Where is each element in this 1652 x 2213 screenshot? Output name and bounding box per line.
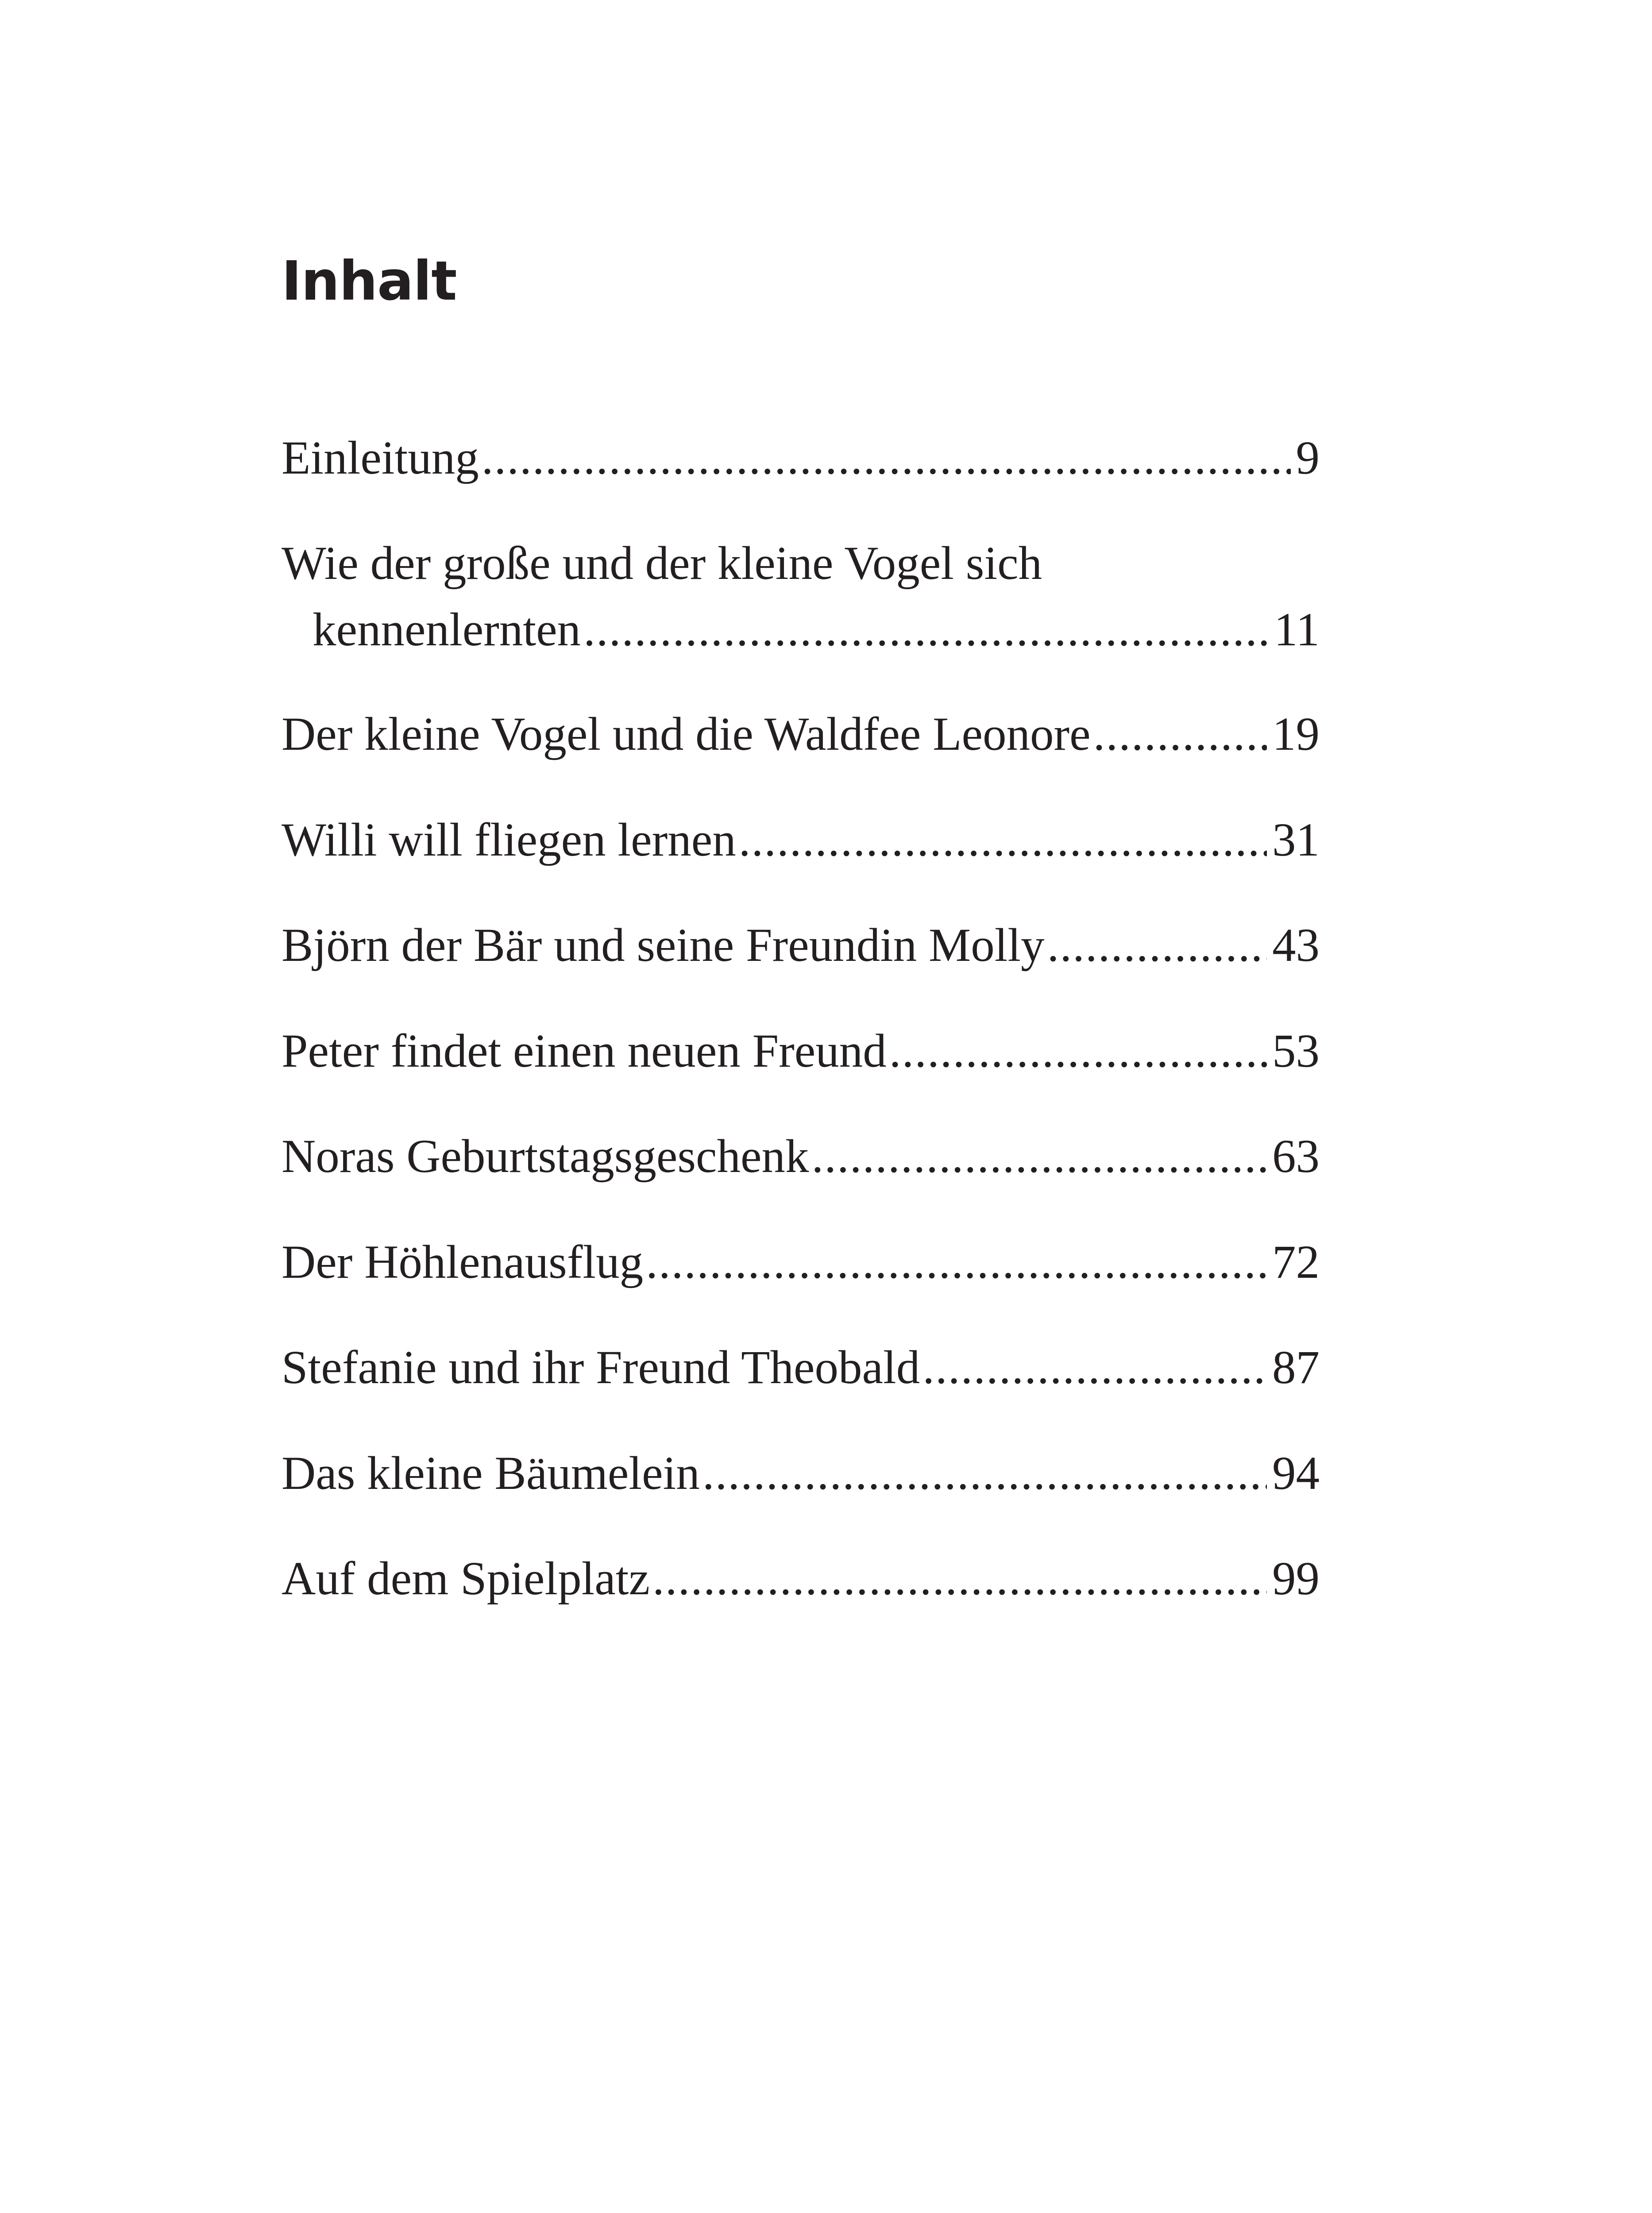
dot-leader: [583, 597, 1269, 663]
toc-entry-page: 63: [1272, 1130, 1320, 1183]
toc-entry-nora: [282, 1123, 1320, 1190]
dot-leader: [1093, 701, 1267, 767]
toc-entry-baeumelein: [282, 1440, 1320, 1507]
toc-entry-title: Björn der Bär und seine Freundin Molly: [282, 919, 1045, 972]
toc-entry-title: Willi will fliegen lernen: [282, 814, 736, 866]
toc-entry-title: Peter findet einen neuen Freund: [282, 1025, 887, 1077]
dot-leader: [889, 1018, 1267, 1084]
toc-entry-page: 72: [1272, 1236, 1320, 1288]
dot-leader: [646, 1229, 1267, 1295]
toc-entry-title: Der kleine Vogel und die Waldfee Leonore: [282, 708, 1091, 760]
toc-entry-page: 11: [1274, 604, 1320, 656]
dot-leader: [1047, 912, 1267, 979]
toc-entry-title-line1: Wie der große und der kleine Vogel sich: [282, 537, 1042, 590]
dot-leader: [482, 425, 1291, 491]
toc-entry-page: 53: [1272, 1025, 1320, 1077]
toc-entry-page: 87: [1272, 1342, 1320, 1394]
page-title: Inhalt: [282, 250, 457, 312]
toc-entry-title: Noras Geburtstagsgeschenk: [282, 1130, 809, 1183]
dot-leader: [702, 1440, 1267, 1507]
toc-entry-einleitung: [282, 425, 1320, 491]
toc-entry-page: 94: [1272, 1447, 1320, 1500]
toc-entry-page: 99: [1272, 1553, 1320, 1605]
toc-entry-title-line2: kennenlernten: [313, 604, 581, 656]
dot-leader: [812, 1123, 1267, 1190]
toc-entry-willi: [282, 807, 1320, 873]
toc-entry-page: 43: [1272, 919, 1320, 972]
toc-entry-title: Das kleine Bäumelein: [282, 1447, 700, 1500]
toc-entry-peter: [282, 1018, 1320, 1084]
toc-entry-title: Der Höhlenausflug: [282, 1236, 644, 1288]
toc-entry-title: Einleitung: [282, 432, 479, 484]
toc-entry-bjoern: [282, 912, 1320, 979]
toc-entry-stefanie: [282, 1334, 1320, 1401]
dot-leader: [652, 1546, 1267, 1612]
dot-leader: [739, 807, 1267, 873]
toc-entry-page: 31: [1272, 814, 1320, 866]
toc-entry-hoehlenausflug: [282, 1229, 1320, 1295]
toc-entry-page: 19: [1272, 708, 1320, 760]
toc-entry-waldfee-leonore: [282, 701, 1320, 767]
toc-entry-spielplatz: [282, 1546, 1320, 1612]
toc-entry-title: Auf dem Spielplatz: [282, 1553, 650, 1605]
toc-entry-title: Stefanie und ihr Freund Theobald: [282, 1342, 920, 1394]
toc-entry-page: 9: [1296, 432, 1320, 484]
dot-leader: [922, 1334, 1267, 1401]
toc-entry-vogel-kennenlernten: [282, 530, 1320, 663]
